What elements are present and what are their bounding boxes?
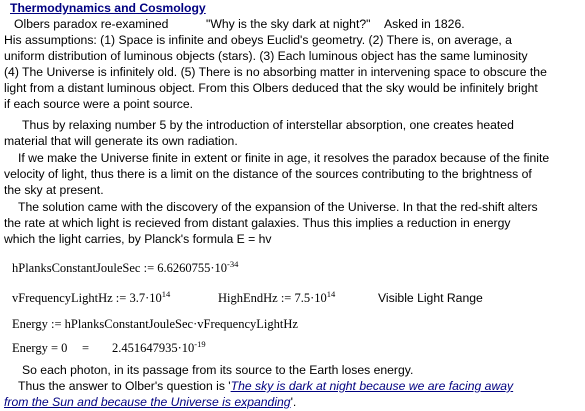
high-end-exponent: 14 <box>326 289 336 299</box>
intro-topic: Olbers paradox re-examined <box>14 17 169 31</box>
answer-line-1 <box>18 378 513 394</box>
assumptions-line-3: (4) The Universe is infinitely old. (5) There is no absorbing matter in intervening space to obscure the <box>4 65 547 79</box>
high-end-definition <box>218 290 335 306</box>
answer-text-1: The sky is dark at night because we are facing away <box>230 379 514 393</box>
assumptions-line-2: uniform distribution of luminous objects (stars). (3) Each luminous object has the same luminosity <box>4 49 528 63</box>
relax-line-1: Thus by relaxing number 5 by the introduction of interstellar absorption, one creates heated <box>22 118 514 132</box>
answer-suffix: '. <box>290 395 297 409</box>
frequency-exponent: 14 <box>161 289 171 299</box>
solution-line-2: the rate at which light is recieved from distant galaxies. Thus this implies a reduction in energy <box>4 216 511 230</box>
energy-result-equals: = <box>82 341 90 355</box>
intro-asked: Asked in 1826. <box>384 17 465 31</box>
answer-prefix: Thus the answer to Olber's question is ' <box>18 379 231 393</box>
finite-line-3: the sky at present. <box>4 183 104 197</box>
assumptions-line-5: if each source were a point source. <box>4 97 194 111</box>
photon-energy-loss-line: So each photon, in its passage from its source to the Earth loses energy. <box>22 363 414 377</box>
energy-result-value <box>112 340 206 356</box>
answer-text-2: from the Sun and because the Universe is expanding <box>4 395 291 409</box>
high-end-expr: HighEndHz := 7.5·10 <box>218 291 327 305</box>
answer-line-2 <box>4 394 296 410</box>
planck-constant-definition <box>12 260 238 276</box>
finite-line-2: velocity of light, thus there is a limit on the distance of the sources contributing to the brightness of <box>4 167 532 181</box>
energy-result-expr: 2.451647935·10 <box>112 341 195 355</box>
intro-question: "Why is the sky dark at night?" <box>206 17 371 31</box>
assumptions-line-1: His assumptions: (1) Space is infinite and obeys Euclid's geometry. (2) There is, on average, a <box>4 33 512 47</box>
energy-result-exponent: -19 <box>194 339 206 349</box>
planck-constant-exponent: -34 <box>227 259 239 269</box>
visible-light-range-label: Visible Light Range <box>378 291 483 305</box>
finite-line-1: If we make the Universe finite in extent or finite in age, it resolves the paradox because of the finite <box>18 151 550 165</box>
frequency-expr: vFrequencyLightHz := 3.7·10 <box>12 291 162 305</box>
solution-line-1: The solution came with the discovery of the expansion of the Universe. In that the red-shift alters <box>18 200 538 214</box>
frequency-definition <box>12 290 170 306</box>
energy-result-lhs: Energy = 0 <box>12 341 68 355</box>
solution-line-3: which the light carries, by Planck's formula E = hv <box>4 232 272 246</box>
page-title: Thermodynamics and Cosmology <box>10 1 206 15</box>
relax-line-2: material that will generate its own radiation. <box>4 134 238 148</box>
assumptions-line-4: light from a distant luminous object. From this Olbers deduced that the sky would be infinitely bright <box>4 81 538 95</box>
energy-definition: Energy := hPlanksConstantJouleSec·vFrequencyLightHz <box>12 317 298 331</box>
planck-constant-expr: hPlanksConstantJouleSec := 6.6260755·10 <box>12 261 228 275</box>
